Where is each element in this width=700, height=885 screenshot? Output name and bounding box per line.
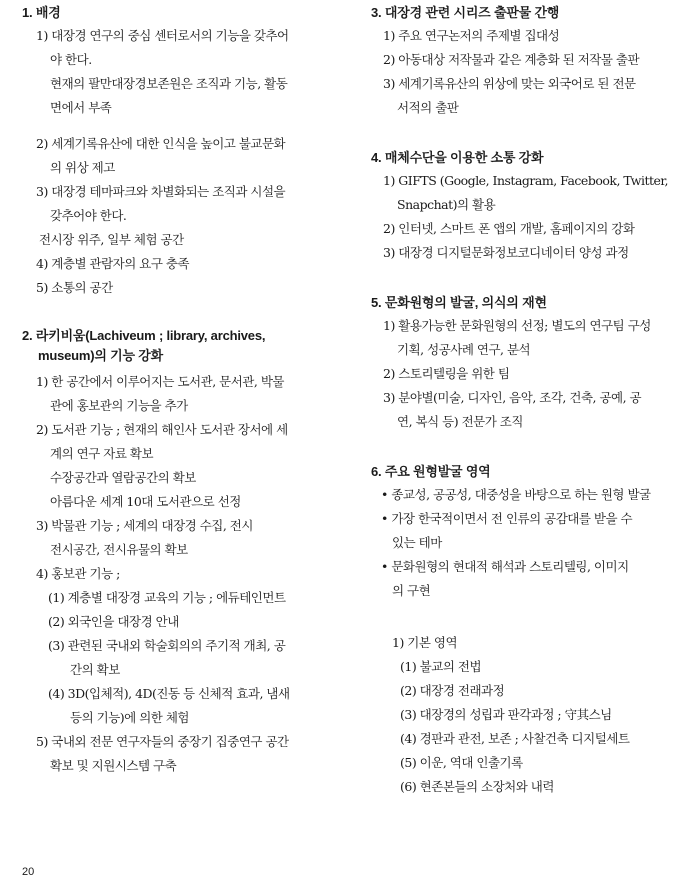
sub-list-item: (1) 불교의 전법 xyxy=(400,659,482,674)
list-item-continuation: 계의 연구 자료 확보 xyxy=(50,446,154,461)
list-item: 3) 대장경 디지털문화정보코디네이터 양성 과정 xyxy=(383,245,629,260)
sub-list-item-continuation: 등의 기능)에 의한 체험 xyxy=(70,710,189,725)
section-heading: 5. 문화원형의 발굴, 의식의 재현 xyxy=(371,295,547,310)
section-2-larchiveum xyxy=(22,326,330,778)
section-heading xyxy=(22,326,330,366)
section-heading: 1. 배경 xyxy=(22,5,61,20)
list-item: 5) 소통의 공간 xyxy=(36,280,113,295)
list-item: 1) 한 공간에서 이루어지는 도서관, 문서관, 박물 xyxy=(36,374,284,389)
section-heading: 4. 매체수단을 이용한 소통 강화 xyxy=(371,150,544,165)
list-item: 3) 분야별(미술, 디자인, 음악, 조각, 건축, 공예, 공 xyxy=(383,390,642,405)
sub-list-item: (3) 대장경의 성립과 판각과정 ; 守其스님 xyxy=(400,707,612,722)
section-heading: 6. 주요 원형발굴 영역 xyxy=(371,464,491,479)
section-4-media xyxy=(371,147,671,265)
section-5-cultural-archetype xyxy=(371,292,671,434)
list-item-continuation: 야 한다. xyxy=(50,52,92,67)
list-item-note: 현재의 팔만대장경보존원은 조직과 기능, 활동 xyxy=(50,76,288,91)
bullet-item: • 종교성, 공공성, 대중성을 바탕으로 하는 원형 발굴 xyxy=(381,487,651,502)
list-item: 4) 홍보관 기능 ; xyxy=(36,566,120,581)
bullet-item: • 문화원형의 현대적 해석과 스토리텔링, 이미지 xyxy=(381,559,629,574)
list-item-note: 아름다운 세계 10대 도서관으로 선정 xyxy=(50,494,241,509)
list-item: 2) 스토리텔링을 위한 팀 xyxy=(383,366,510,381)
sub-list-item: (2) 대장경 전래과정 xyxy=(400,683,505,698)
section-heading-line: 2. 라키비움(Lachiveum ; library, archives, xyxy=(22,328,266,343)
sub-list-item: (6) 현존본들의 소장처와 내력 xyxy=(400,779,554,794)
section-3-publications xyxy=(371,2,671,120)
sub-list-item: (2) 외국인을 대장경 안내 xyxy=(48,614,179,629)
list-item-note: 전시장 위주, 일부 체험 공간 xyxy=(39,232,184,247)
section-heading: 3. 대장경 관련 시리즈 출판물 간행 xyxy=(371,5,560,20)
sub-list-item: (4) 경판과 관전, 보존 ; 사찰건축 디지털세트 xyxy=(400,731,630,746)
bullet-item-continuation: 의 구현 xyxy=(392,583,431,598)
list-item: 2) 세계기록유산에 대한 인식을 높이고 불교문화 xyxy=(36,136,286,151)
section-heading-line: museum)의 기능 강화 xyxy=(38,348,164,363)
page-number: 20 xyxy=(22,866,35,878)
bullet-item: • 가장 한국적이면서 전 인류의 공감대를 받을 수 xyxy=(381,511,633,526)
list-item: 3) 대장경 테마파크와 차별화되는 조직과 시설을 xyxy=(36,184,286,199)
list-item-continuation: 연, 복식 등) 전문가 조직 xyxy=(397,414,523,429)
section-6-archetype-areas xyxy=(371,461,671,799)
list-item-continuation: 갖추어야 한다. xyxy=(50,208,127,223)
list-item: 1) 주요 연구논저의 주제별 집대성 xyxy=(383,28,560,43)
list-item: 1) GIFTS (Google, Instagram, Facebook, Twitter, xyxy=(383,173,668,188)
bullet-item-continuation: 있는 테마 xyxy=(392,535,442,550)
list-item: 2) 인터넷, 스마트 폰 앱의 개발, 홈페이지의 강화 xyxy=(383,221,635,236)
list-item: 2) 도서관 기능 ; 현재의 해인사 도서관 장서에 세 xyxy=(36,422,288,437)
list-item-note: 전시공간, 전시유물의 확보 xyxy=(50,542,188,557)
list-item: 5) 국내외 전문 연구자들의 중장기 집중연구 공간 xyxy=(36,734,289,749)
list-item-continuation: 면에서 부족 xyxy=(50,100,112,115)
list-item-continuation: 의 위상 제고 xyxy=(50,160,115,175)
sub-list-item-continuation: 간의 확보 xyxy=(70,662,120,677)
list-item: 3) 박물관 기능 ; 세계의 대장경 수집, 전시 xyxy=(36,518,253,533)
list-item: 3) 세계기록유산의 위상에 맞는 외국어로 된 전문 xyxy=(383,76,636,91)
sub-list-item: (4) 3D(입체적), 4D(진동 등 신체적 효과, 냄새 xyxy=(48,686,290,701)
list-item-continuation: 확보 및 지원시스템 구축 xyxy=(50,758,177,773)
list-item: 1) 대장경 연구의 중심 센터로서의 기능을 갖추어 xyxy=(36,28,289,43)
list-item-continuation: 관에 홍보관의 기능을 추가 xyxy=(50,398,188,413)
sub-list-item: (3) 관련된 국내외 학술회의의 주기적 개최, 공 xyxy=(48,638,286,653)
sub-list-item: (1) 계층별 대장경 교육의 기능 ; 에듀테인먼트 xyxy=(48,590,286,605)
list-item-continuation: Snapchat)의 활용 xyxy=(397,197,496,212)
sub-list-item: (5) 이운, 역대 인출기록 xyxy=(400,755,523,770)
list-item: 4) 계층별 관람자의 요구 충족 xyxy=(36,256,190,271)
list-item: 1) 활용가능한 문화원형의 선정; 별도의 연구팀 구성 xyxy=(383,318,651,333)
list-item-note: 수장공간과 열람공간의 확보 xyxy=(50,470,196,485)
list-item: 2) 아동대상 저작물과 같은 계층화 된 저작물 출판 xyxy=(383,52,640,67)
list-item-continuation: 서적의 출판 xyxy=(397,100,459,115)
subsection-title: 1) 기본 영역 xyxy=(392,635,458,650)
section-1-background xyxy=(22,2,330,300)
list-item-continuation: 기획, 성공사례 연구, 분석 xyxy=(397,342,531,357)
